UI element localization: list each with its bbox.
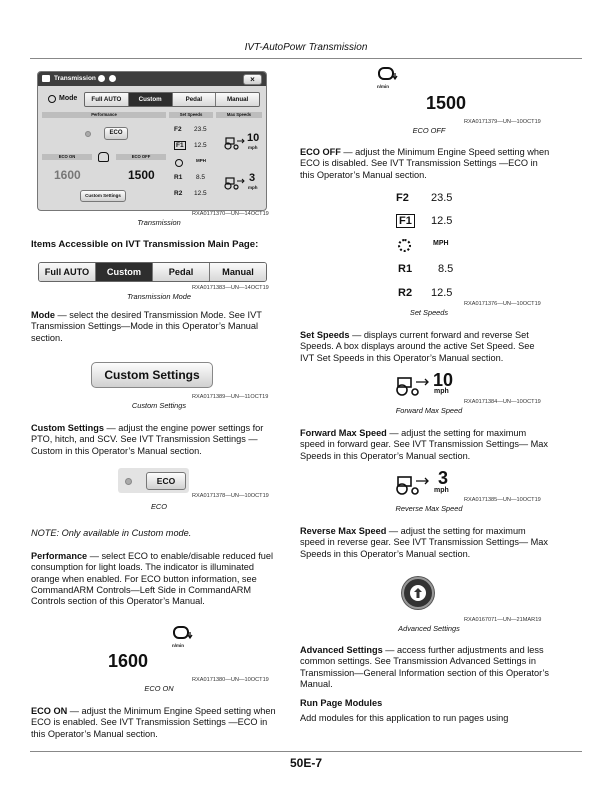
set-speed-unit: MPH [433, 240, 449, 247]
figure-ref: RXA0171370—UN—14OCT19 [192, 211, 269, 217]
set-speed-row[interactable] [174, 190, 214, 197]
eco-on-value[interactable]: 1600 [54, 168, 81, 182]
mode-pedal-button[interactable]: Pedal [153, 263, 210, 281]
mode-paragraph [31, 310, 281, 344]
reverse-max-paragraph [300, 526, 550, 560]
mode-option-pedal[interactable]: Pedal [173, 93, 217, 106]
eco-on-value-large[interactable]: 1600 [108, 651, 149, 671]
forward-max-value[interactable]: 10 [247, 132, 260, 144]
forward-max-unit: mph [248, 145, 258, 150]
figure-caption: ECO ON [144, 684, 174, 693]
set-speed-value: 23.5 [194, 126, 207, 133]
set-speed-label: R2 [174, 190, 183, 197]
advanced-settings-button[interactable] [402, 577, 434, 609]
reverse-max-unit-large: mph [434, 487, 449, 494]
run-page-modules-heading: Run Page Modules [300, 698, 383, 708]
mode-option-manual[interactable]: Manual [216, 93, 259, 106]
mode-full-auto-button[interactable]: Full AUTO [39, 263, 96, 281]
tractor-reverse-icon [223, 176, 245, 190]
set-speed-label-active: F1 [396, 214, 415, 228]
figure-ref: RXA0171380—UN—10OCT19 [192, 677, 269, 683]
engine-rpm-icon [377, 65, 401, 83]
close-button[interactable]: × [243, 74, 262, 85]
footer-rule [30, 751, 582, 752]
performance-header: Performance [42, 112, 166, 118]
reverse-max-unit: mph [248, 185, 258, 190]
rpm-unit: n/min [172, 643, 184, 648]
term: ECO OFF [300, 147, 341, 157]
term: Mode [31, 310, 55, 320]
description: — select ECO to enable/disable reduced fuel consumption for light loads. The indicator is illuminated orange when enabled. For ECO button information, see CommandARM Controls—Left Side in CommandARM Controls section of this Operator’s Manual. [31, 551, 274, 607]
mode-option-custom[interactable]: Custom [129, 93, 173, 106]
header-rule [30, 58, 582, 59]
description: — access further adjustments and less common settings. See Transmission Advanced Settings in Transmission—General Information section of this Operator’s Manual. [300, 645, 550, 689]
tractor-reverse-icon [394, 474, 430, 496]
advanced-settings-paragraph [300, 645, 550, 690]
set-speed-label: R1 [174, 174, 183, 181]
transmission-screen [37, 71, 267, 211]
term: Custom Settings [31, 423, 104, 433]
set-speed-value[interactable]: 12.5 [431, 287, 453, 299]
rpm-unit: n/min [377, 84, 389, 89]
performance-paragraph [31, 551, 281, 607]
eco-on-paragraph [31, 706, 281, 740]
advanced-settings-icon [404, 579, 432, 607]
eco-on-header: ECO ON [42, 154, 92, 160]
term: Forward Max Speed [300, 428, 387, 438]
mode-manual-button[interactable]: Manual [210, 263, 266, 281]
figure-ref: RXA0171384—UN—10OCT19 [464, 399, 541, 405]
description: — adjust the Minimum Engine Speed setting when ECO is disabled. See IVT Transmission Settings —ECO in this Operator’s Manual section. [300, 147, 550, 180]
figure-caption: Transmission [137, 218, 181, 227]
forward-max-paragraph [300, 428, 550, 462]
figure-ref: RXA0171376—UN—10OCT19 [464, 301, 541, 307]
custom-settings-button[interactable]: Custom Settings [91, 362, 213, 388]
figure-ref: RXA0171378—UN—10OCT19 [192, 493, 269, 499]
description: — adjust the Minimum Engine Speed setting when ECO is enabled. See IVT Transmission Settings —ECO in this Operator’s Manual section. [31, 706, 276, 739]
engine-rpm-icon [172, 624, 196, 642]
set-speed-label: F2 [174, 126, 182, 133]
reverse-max-value[interactable]: 3 [249, 172, 256, 184]
description: — displays current forward and reverse Set Speeds. A box displays around the active Set Speed. See IVT Set Speeds in this Operator’s Manual section. [300, 330, 535, 363]
section-heading: Items Accessible on IVT Transmission Main Page: [31, 239, 259, 250]
custom-settings-paragraph [31, 423, 281, 457]
set-speed-unit: MPH [196, 158, 206, 163]
set-speed-value: 12.5 [194, 142, 207, 149]
description: — adjust the engine power settings for PTO, hitch, and SCV. See IVT Transmission Settings —Custom in this Operator’s Manual section. [31, 423, 264, 456]
mode-option-full-auto[interactable]: Full AUTO [85, 93, 129, 106]
mode-radio-icon[interactable] [48, 95, 56, 103]
mode-custom-button[interactable]: Custom [96, 263, 153, 281]
figure-caption: Reverse Max Speed [395, 504, 463, 513]
eco-button[interactable]: ECO [104, 127, 128, 140]
set-speed-row[interactable] [174, 174, 214, 181]
set-speed-label-active: F1 [176, 142, 184, 149]
description: — adjust the setting for maximum speed in reverse gear. See IVT Transmission Settings— Max Speeds in this Operator’s Manual section. [300, 526, 549, 559]
eco-off-header: ECO OFF [116, 154, 166, 160]
eco-off-paragraph [300, 147, 550, 181]
set-speeds-figure [396, 188, 466, 304]
tractor-forward-icon [223, 136, 245, 150]
figure-caption: Custom Settings [131, 401, 187, 410]
max-speeds-header: Max Speeds [216, 112, 262, 118]
screen-mode-selector [84, 92, 260, 107]
description: — select the desired Transmission Mode. See IVT Transmission Settings—Mode in this Operator’s Manual section. [31, 310, 262, 343]
eco-button-large[interactable]: ECO [146, 472, 186, 490]
tractor-forward-icon [394, 375, 430, 397]
figure-caption: ECO OFF [412, 126, 446, 135]
page-number: 50E-7 [289, 756, 323, 770]
page-header-title: IVT-AutoPowr Transmission [244, 42, 368, 53]
term: Performance [31, 551, 88, 561]
set-speed-label: R2 [398, 287, 413, 299]
set-speeds-paragraph [300, 330, 550, 364]
gear-toggle-icon[interactable] [398, 239, 411, 252]
description: — adjust the setting for maximum speed in forward gear. See IVT Transmission Settings— Max Speeds in this Operator’s Manual section. [300, 428, 549, 461]
figure-caption: ECO [150, 502, 167, 511]
figure-caption: Set Speeds [409, 308, 449, 317]
forward-max-unit-large: mph [434, 388, 449, 395]
info-icon[interactable] [98, 75, 105, 82]
eco-figure [118, 468, 189, 493]
set-speeds-header: Set Speeds [169, 112, 213, 118]
term: Advanced Settings [300, 645, 383, 655]
eco-off-value[interactable]: 1500 [128, 168, 155, 182]
engine-rpm-icon [98, 152, 109, 162]
term: Set Speeds [300, 330, 350, 340]
figure-ref: RXA0171389—UN—11OCT19 [192, 394, 269, 400]
term: Reverse Max Speed [300, 526, 387, 536]
set-speed-row[interactable] [174, 142, 214, 149]
custom-settings-button-small[interactable]: Custom Settings [80, 190, 126, 202]
figure-ref: RXA0171385—UN—10OCT19 [464, 497, 541, 503]
set-speed-value[interactable]: 8.5 [438, 263, 454, 275]
set-speed-label: R1 [398, 263, 413, 275]
note: NOTE: Only available in Custom mode. [31, 528, 192, 538]
figure-ref: RXA0167071—UN—21MAR19 [464, 617, 542, 623]
figure-caption: Transmission Mode [127, 292, 191, 301]
set-speed-value: 12.5 [194, 190, 207, 197]
screen-titlebar [38, 72, 266, 86]
figure-ref: RXA0171379—UN—10OCT19 [464, 119, 541, 125]
set-speed-label: F2 [396, 192, 409, 204]
figure-caption: Advanced Settings [398, 624, 460, 633]
info-icon[interactable] [109, 75, 116, 82]
eco-indicator-icon [85, 131, 91, 137]
run-page-modules-text: Add modules for this application to run pages using [300, 713, 509, 723]
set-speed-value[interactable]: 23.5 [431, 192, 453, 204]
gear-toggle-icon[interactable] [175, 159, 183, 167]
term: ECO ON [31, 706, 68, 716]
transmission-mode-bar [38, 262, 267, 282]
figure-ref: RXA0171383—UN—14OCT19 [192, 285, 269, 291]
set-speed-value[interactable]: 12.5 [431, 215, 453, 227]
mode-label: Mode [59, 95, 78, 102]
transmission-app-icon [42, 75, 50, 82]
eco-indicator-icon [125, 478, 132, 485]
eco-off-value-large[interactable]: 1500 [426, 93, 467, 113]
set-speed-value: 8.5 [196, 174, 206, 181]
forward-max-value-large[interactable]: 10 [433, 370, 454, 390]
set-speed-row[interactable] [174, 126, 214, 133]
screen-title: Transmission [54, 75, 96, 82]
figure-caption: Forward Max Speed [395, 406, 463, 415]
reverse-max-value-large[interactable]: 3 [438, 468, 449, 488]
